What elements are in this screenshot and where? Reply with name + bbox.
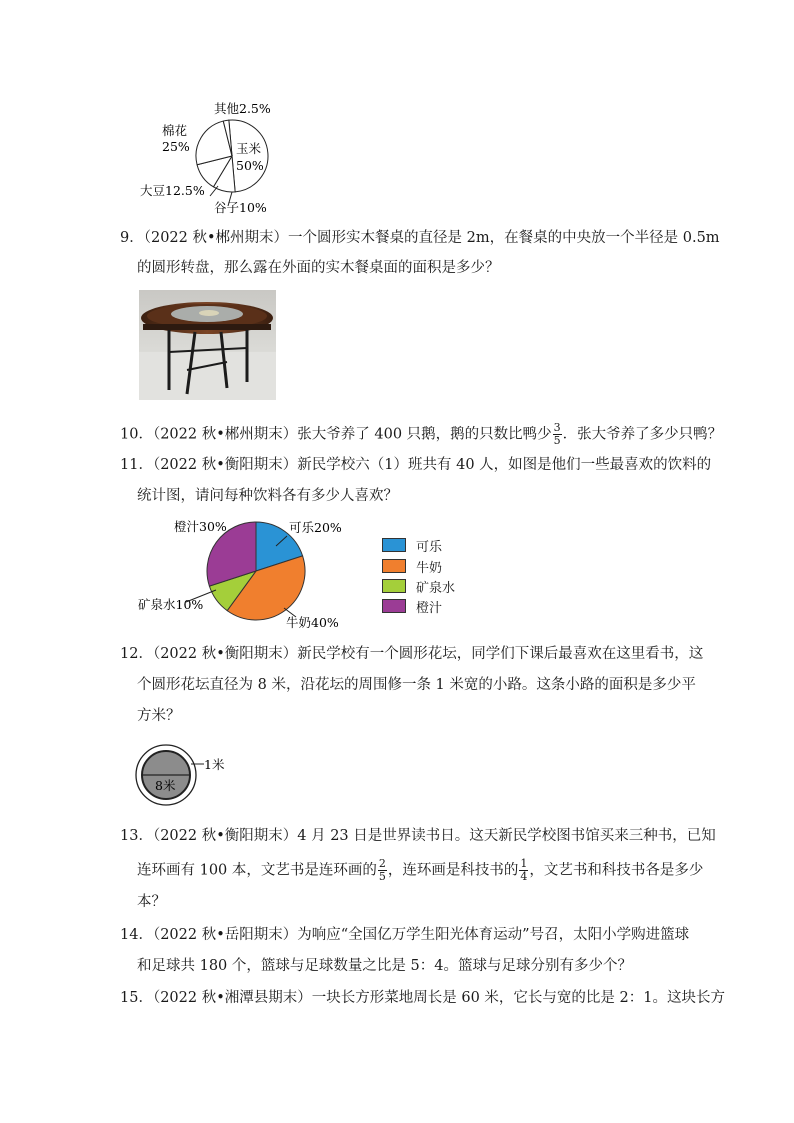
inner-diameter-label: 8米: [155, 778, 176, 793]
q14-line1: 14．（2022 秋•岳阳期末）为响应“全国亿万学生阳光体育运动”号召，太阳小学购进篮球: [120, 927, 690, 943]
q13-fraction-1: [378, 858, 387, 883]
q12-line2: 个圆形花坛直径为 8 米，沿花坛的周围修一条 1 米宽的小路。这条小路的面积是多少平: [137, 677, 696, 693]
flower-bed-figure: [134, 740, 234, 810]
q9-line1: 9．（2022 秋•郴州期末）一个圆形实木餐桌的直径是 2m，在餐桌的中央放一个半径是 0.5m: [120, 230, 720, 246]
round-table-photo: [139, 290, 276, 400]
legend-label-milk: 牛奶: [416, 560, 443, 576]
q11-line1: 11．（2022 秋•衡阳期末）新民学校六（1）班共有 40 人，如图是他们一些最喜欢的饮料的: [120, 457, 712, 473]
pie2-label-cola: 可乐20%: [289, 520, 342, 535]
legend-swatch-water: [382, 579, 406, 593]
crop-pie-chart: [140, 98, 290, 218]
q15-line1: 15．（2022 秋•湘潭县期末）一块长方形菜地周长是 60 米，它长与宽的比是 2：1。这块长方: [120, 990, 725, 1006]
legend-label-water: 矿泉水: [416, 580, 456, 596]
pie1-label-other: 其他2.5%: [214, 101, 271, 116]
pie2-label-milk: 牛奶40%: [286, 615, 339, 630]
pie1-label-soy: 大豆12.5%: [140, 183, 205, 198]
q13-line3: 本？: [137, 894, 166, 910]
drink-pie-chart: [136, 514, 376, 634]
q9-line2: 的圆形转盘，那么露在外面的实木餐桌面的面积是多少？: [137, 260, 500, 276]
q13-frac1-num: 2: [378, 857, 386, 870]
q10-fraction: [553, 422, 562, 447]
q13-text-b: ，连环画是科技书的: [387, 862, 519, 879]
legend-swatch-cola: [382, 538, 406, 552]
pie1-label-cotton-pct: 25%: [162, 139, 190, 154]
q10-text-before: 10．（2022 秋•郴州期末）张大爷养了 400 只鹅，鹅的只数比鸭少: [120, 426, 552, 443]
q13-frac1-den: 5: [378, 870, 386, 883]
pie2-label-water: 矿泉水10%: [138, 597, 204, 612]
path-width-label: 1米: [204, 757, 225, 772]
pie1-label-corn-pct: 50%: [236, 158, 264, 173]
drink-pie-slices: [186, 522, 305, 620]
q14-line2: 和足球共 180 个，篮球与足球数量之比是 5：4。篮球与足球分别有多少个？: [137, 958, 632, 974]
q13-text-a: 连环画有 100 本，文艺书是连环画的: [137, 862, 377, 879]
q10-text-after: ．张大爷养了多少只鸭？: [562, 426, 723, 443]
q10-frac-num: 3: [553, 421, 561, 434]
q10-frac-den: 5: [553, 434, 561, 447]
legend-label-cola: 可乐: [416, 539, 443, 555]
q13-line2: [137, 858, 703, 883]
q13-frac2-den: 4: [520, 870, 528, 883]
legend-item-water: [382, 578, 455, 594]
q12-line1: 12．（2022 秋•衡阳期末）新民学校有一个圆形花坛，同学们下课后最喜欢在这里看书，这: [120, 646, 704, 662]
legend-label-orange: 橙汁: [416, 600, 443, 616]
legend-item-milk: [382, 558, 442, 574]
q13-line1: 13．（2022 秋•衡阳期末）4 月 23 日是世界读书日。这天新民学校图书馆买来三种书，已知: [120, 828, 716, 844]
q13-frac2-num: 1: [520, 857, 528, 870]
legend-swatch-orange: [382, 599, 406, 613]
q11-line2: 统计图，请问每种饮料各有多少人喜欢？: [137, 488, 398, 504]
pie2-label-orange: 橙汁30%: [174, 519, 227, 534]
q13-text-c: ，文艺书和科技书各是多少: [529, 862, 704, 879]
q10-line: [120, 422, 722, 447]
legend-swatch-milk: [382, 559, 406, 573]
legend-item-cola: [382, 537, 442, 553]
q13-fraction-2: [519, 858, 528, 883]
pie1-label-corn: 玉米: [236, 141, 262, 156]
pie1-label-cotton: 棉花: [162, 123, 188, 138]
q12-line3: 方米？: [137, 708, 181, 724]
legend-item-orange: [382, 598, 442, 614]
pie1-label-millet: 谷子10%: [214, 200, 267, 215]
